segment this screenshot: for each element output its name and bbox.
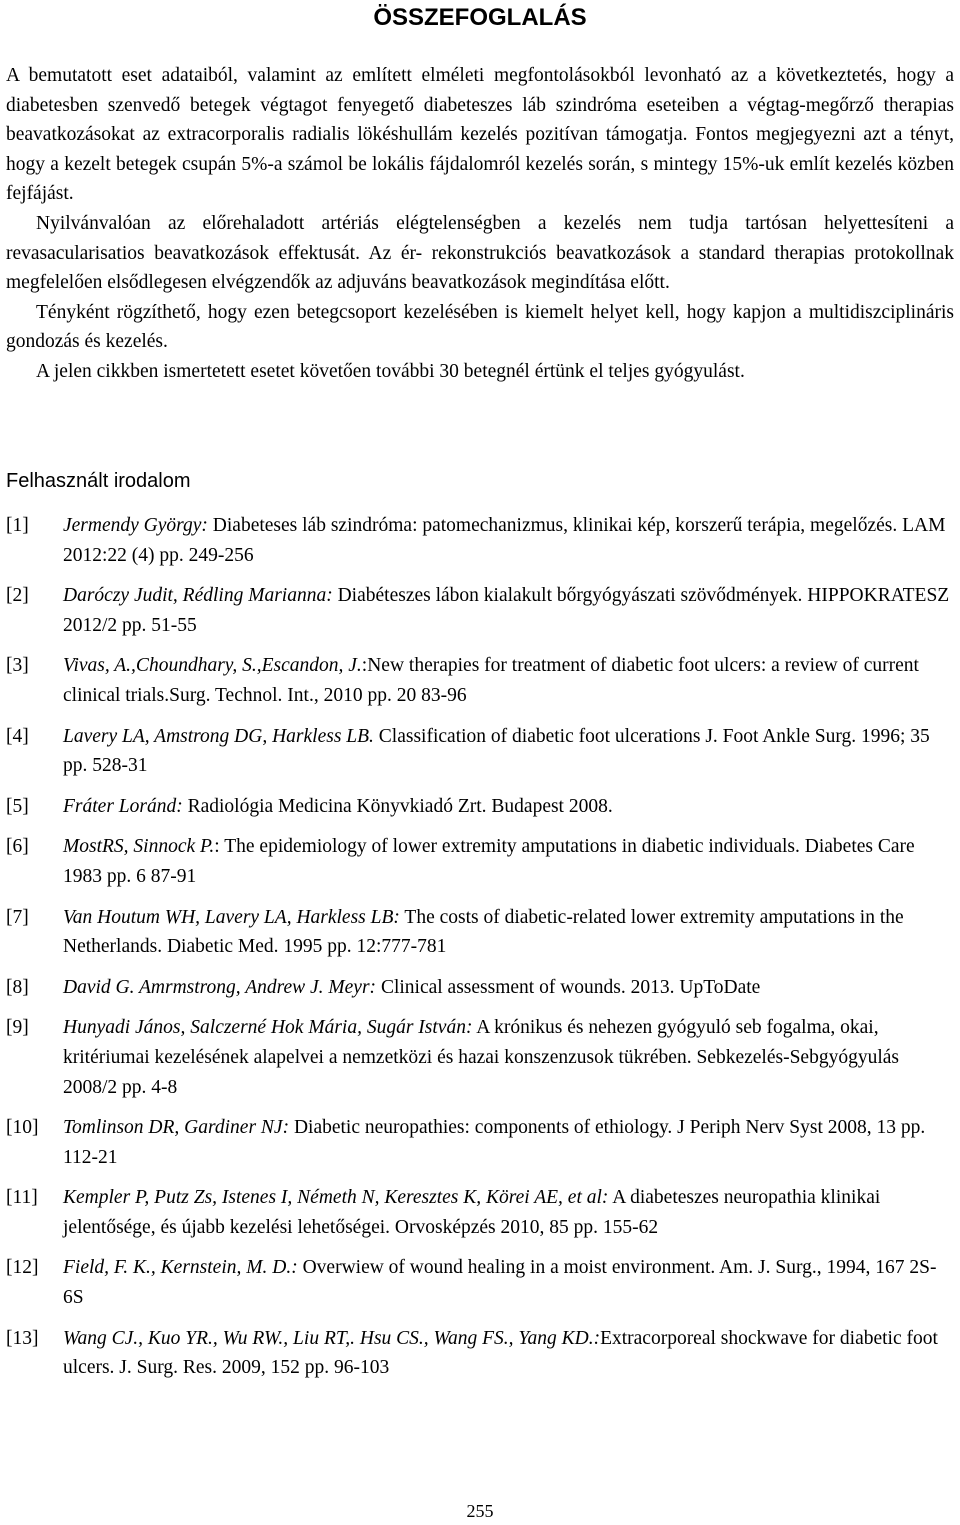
reference-authors: Wang CJ., Kuo YR., Wu RW., Liu RT,. Hsu CS., Wang FS., Yang KD.:	[63, 1327, 601, 1349]
summary-body	[6, 61, 954, 387]
reference-text: Extracorporeal shockwave for diabetic foot ulcers. J. Surg. Res. 2009, 152 pp. 96-103	[63, 1327, 938, 1379]
page-number: 255	[466, 1501, 494, 1521]
summary-paragraph: A jelen cikkben ismertetett esetet követően további 30 betegnél értünk el teljes gyógyulást.	[36, 360, 745, 382]
reference-authors: Kempler P, Putz Zs, Istenes I, Németh N, Keresztes K, Körei AE, et al:	[63, 1187, 609, 1209]
references-heading: Felhasznált irodalom	[6, 470, 191, 492]
reference-number: [11]	[6, 1187, 38, 1209]
reference-number: [4]	[6, 725, 29, 747]
reference-item	[6, 581, 954, 640]
reference-item	[6, 1183, 954, 1242]
reference-item	[6, 511, 954, 570]
reference-text: Diabéteszes lábon kialakult bőrgyógyászati szövődmények. HIPPOKRATESZ 2012/2 pp. 51-55	[63, 585, 950, 636]
reference-item	[6, 903, 954, 962]
reference-text: Radiológia Medicina Könyvkiadó Zrt. Budapest 2008.	[182, 795, 613, 817]
summary-heading: ÖSSZEFOGLALÁS	[373, 4, 587, 31]
reference-text: Diabetic neuropathies: components of ethiology. J Periph Nerv Syst 2008, 13 pp. 112-21	[63, 1117, 926, 1168]
reference-item	[6, 1013, 954, 1102]
reference-number: [2]	[6, 585, 29, 607]
reference-number: [7]	[6, 906, 29, 928]
reference-authors: Lavery LA, Amstrong DG, Harkless LB.	[63, 725, 374, 747]
reference-text: Diabeteses láb szindróma: patomechanizmus, klinikai kép, korszerű terápia, megelőzés. LAM 2012:22 (4) pp. 249-256	[63, 515, 946, 566]
reference-number: [10]	[6, 1117, 39, 1139]
reference-authors: Tomlinson DR, Gardiner NJ:	[63, 1117, 290, 1139]
reference-text: Classification of diabetic foot ulcerations J. Foot Ankle Surg. 1996; 35 pp. 528-31	[63, 725, 930, 777]
reference-authors: Daróczy Judit, Rédling Marianna:	[63, 585, 333, 607]
reference-item	[6, 973, 954, 1003]
reference-item	[6, 1324, 954, 1383]
reference-authors: Field, F. K., Kernstein, M. D.:	[63, 1257, 298, 1279]
reference-number: [12]	[6, 1257, 39, 1279]
summary-paragraph: A bemutatott eset adataiból, valamint az említett elméleti megfontolásokból levonható az a következtetés, hogy a diabetesben szenvedő betegek végtagot fenyegető diabeteszes láb szindróma eseteiben a végtag-megőrző therapias beavatkozásokat az extracorporalis radialis lökéshullám kezelés pozitívan támogatja. Fontos megjegyezni azt a tényt, hogy a kezelt betegek csupán 5%-a számol be lokális fájdalomról kezelés során, s mintegy 15%-uk említ kezelés közben fejfájást.	[6, 65, 954, 205]
reference-authors: MostRS, Sinnock P.	[63, 836, 215, 858]
reference-item	[6, 722, 954, 781]
reference-text: Overwiew of wound healing in a moist environment. Am. J. Surg., 1994, 167 2S-6S	[63, 1257, 937, 1309]
reference-authors: Vivas, A.,Choundhary, S.,Escandon, J.	[63, 655, 362, 677]
reference-number: [6]	[6, 836, 29, 858]
reference-text: Clinical assessment of wounds. 2013. UpToDate	[376, 976, 761, 998]
reference-text: :New therapies for treatment of diabetic foot ulcers: a review of current clinical trials.Surg. Technol. Int., 2010 pp. 20 83-96	[63, 655, 919, 706]
reference-number: [13]	[6, 1327, 39, 1349]
reference-item	[6, 832, 954, 891]
reference-item	[6, 792, 954, 822]
reference-number: [1]	[6, 515, 29, 536]
reference-number: [5]	[6, 795, 29, 817]
reference-authors: Hunyadi János, Salczerné Hok Mária, Sugár István:	[63, 1017, 473, 1039]
reference-number: [8]	[6, 976, 29, 998]
summary-paragraph: Tényként rögzíthető, hogy ezen betegcsoport kezelésében is kiemelt helyet kell, hogy kapjon a multidiszciplináris gondozás és kezelés.	[6, 301, 954, 353]
reference-item	[6, 1113, 954, 1172]
reference-text: : The epidemiology of lower extremity amputations in diabetic individuals. Diabetes Care 1983 pp. 6 87-91	[63, 836, 915, 887]
reference-authors: Van Houtum WH, Lavery LA, Harkless LB:	[63, 906, 400, 928]
reference-authors: Jermendy György:	[63, 515, 208, 536]
reference-list	[6, 511, 954, 1394]
reference-authors: David G. Amrmstrong, Andrew J. Meyr:	[63, 976, 377, 998]
reference-number: [3]	[6, 655, 29, 677]
reference-text: A diabeteszes neuropathia klinikai jelentősége, és újabb kezelési lehetőségei. Orvosképzés 2010, 85 pp. 155-62	[63, 1187, 881, 1238]
reference-text: The costs of diabetic-related lower extremity amputations in the Netherlands. Diabetic Med. 1995 pp. 12:777-781	[63, 906, 904, 958]
reference-number: [9]	[6, 1017, 29, 1039]
reference-item	[6, 651, 954, 710]
reference-item	[6, 1253, 954, 1312]
reference-text: A krónikus és nehezen gyógyuló seb fogalma, okai, kritériumai kezelésének alapelvei a nemzetközi és hazai konszenzusok tükrében. Sebkezelés-Sebgyógyulás 2008/2 pp. 4-8	[63, 1017, 899, 1098]
summary-paragraph: Nyilvánvalóan az előrehaladott artériás elégtelenségben a kezelés nem tudja tartósan helyettesíteni a revasacularisatios beavatkozások effektusát. Az ér- rekonstrukciós beavatkozások a standard therapias protokollnak megfelelően elsődlegesen elvégzendők az adjuváns beavatkozások megindítása előtt.	[6, 212, 954, 294]
reference-authors: Fráter Loránd:	[63, 795, 183, 817]
